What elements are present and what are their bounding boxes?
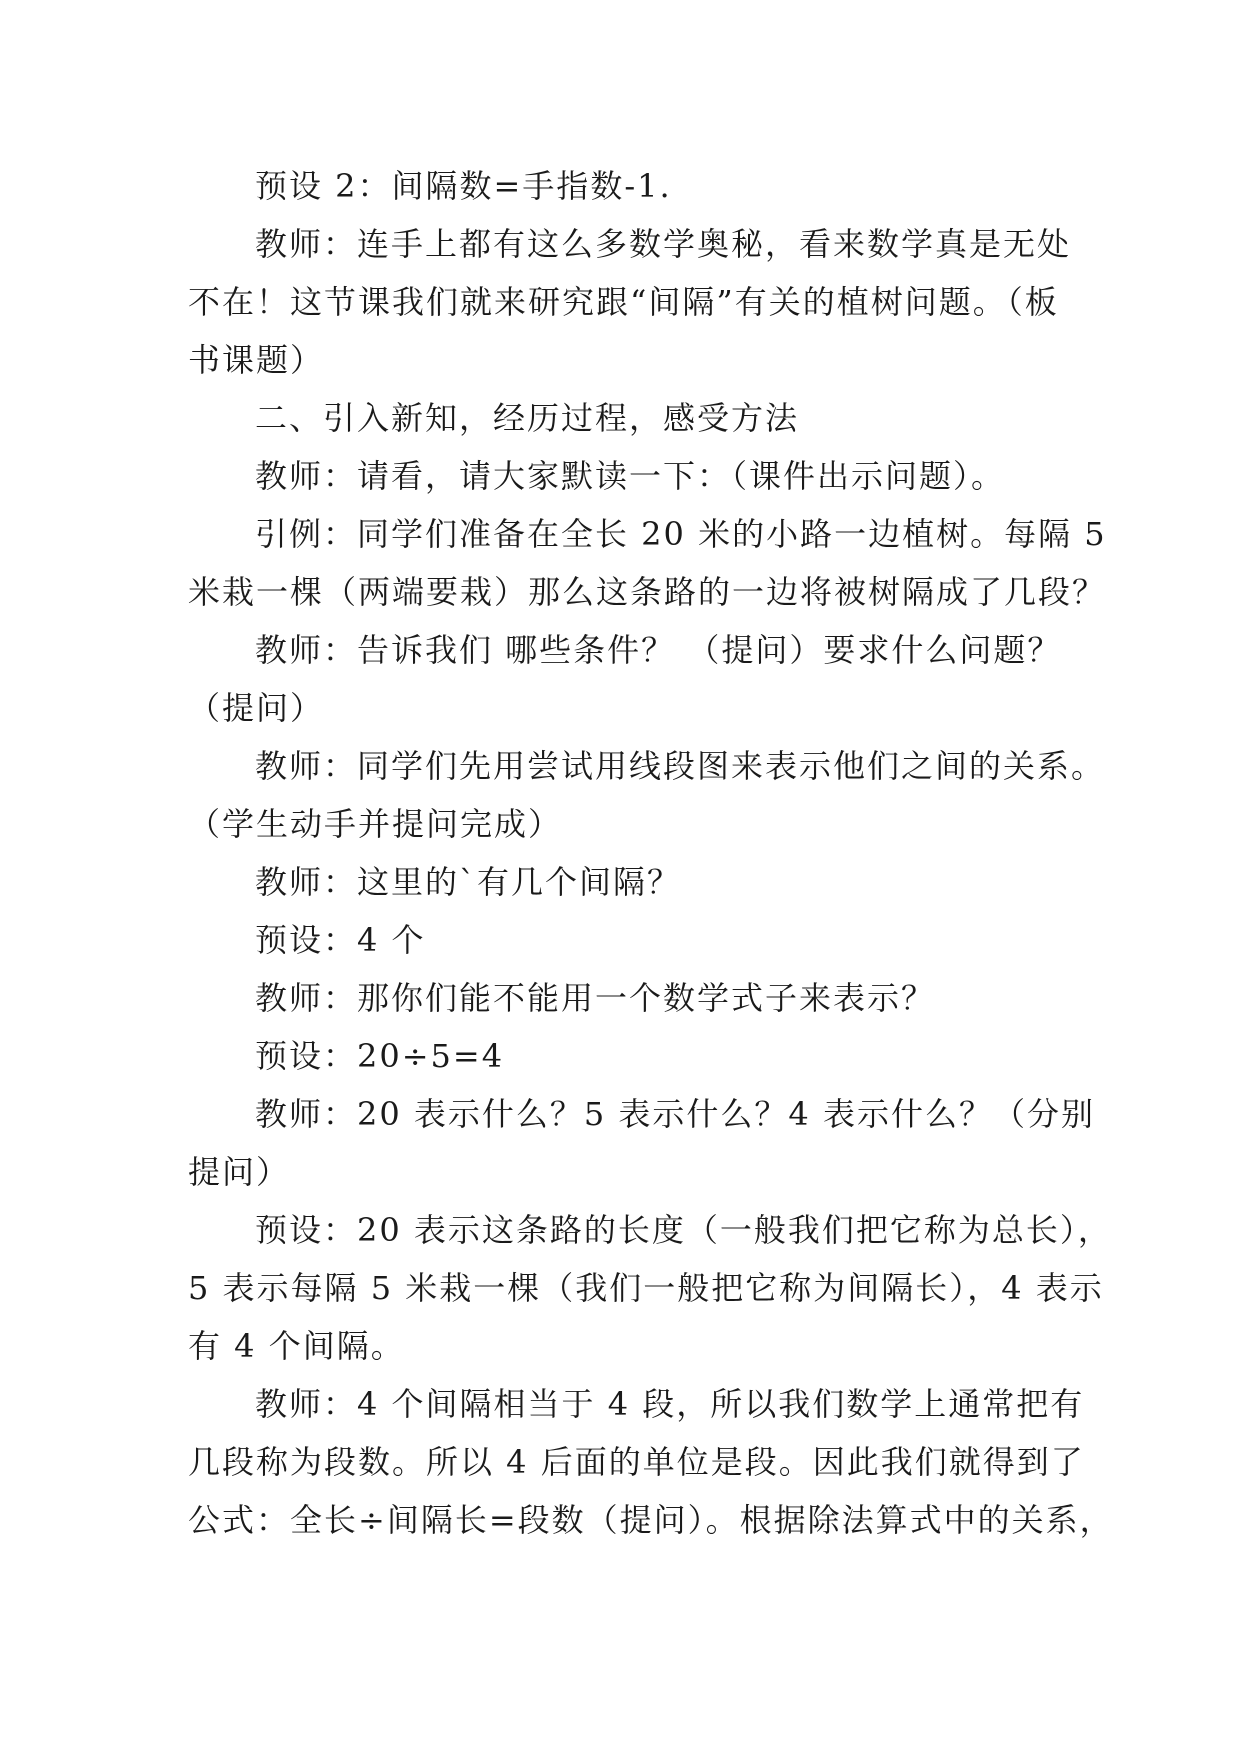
text-line: 预设 2：间隔数=手指数-1. xyxy=(255,167,672,205)
text-line: 有 4 个间隔。 xyxy=(188,1327,405,1365)
text-line: 预设：20 表示这条路的长度（一般我们把它称为总长）， xyxy=(255,1211,1112,1249)
text-line: 预设：4 个 xyxy=(255,921,426,959)
text-line: 5 表示每隔 5 米栽一棵（我们一般把它称为间隔长），4 表示 xyxy=(188,1269,1104,1307)
section-heading: 二、引入新知，经历过程，感受方法 xyxy=(255,399,800,437)
text-line: 引例：同学们准备在全长 20 米的小路一边植树。每隔 5 xyxy=(255,515,1107,553)
text-line: 教师：连手上都有这么多数学奥秘，看来数学真是无处 xyxy=(255,225,1072,263)
text-line: 教师：那你们能不能用一个数学式子来表示？ xyxy=(255,979,936,1017)
text-line: 教师：这里的`有几个间隔？ xyxy=(255,863,682,901)
text-line: 米栽一棵（两端要栽）那么这条路的一边将被树隔成了几段？ xyxy=(188,573,1107,611)
text-line: 公式：全长÷间隔长=段数（提问）。根据除法算式中的关系， xyxy=(188,1501,1114,1539)
text-line: 教师：请看，请大家默读一下：（课件出示问题）。 xyxy=(255,457,1006,495)
text-line: （学生动手并提问完成） xyxy=(188,805,563,843)
text-line: 教师：告诉我们 哪些条件？ （提问）要求什么问题？ xyxy=(255,631,1062,669)
text-line: 预设：20÷5=4 xyxy=(255,1037,505,1075)
text-line: 教师：4 个间隔相当于 4 段，所以我们数学上通常把有 xyxy=(255,1385,1085,1423)
text-line: 不在！这节课我们就来研究跟“间隔”有关的植树问题。（板 xyxy=(188,283,1059,321)
text-line: 提问） xyxy=(188,1153,291,1191)
text-line: （提问） xyxy=(188,689,325,727)
text-line: 教师：同学们先用尝试用线段图来表示他们之间的关系。 xyxy=(255,747,1106,785)
text-line: 几段称为段数。所以 4 后面的单位是段。因此我们就得到了 xyxy=(188,1443,1085,1481)
text-line: 书课题） xyxy=(188,341,325,379)
text-line: 教师：20 表示什么？5 表示什么？4 表示什么？（分别 xyxy=(255,1095,1095,1133)
